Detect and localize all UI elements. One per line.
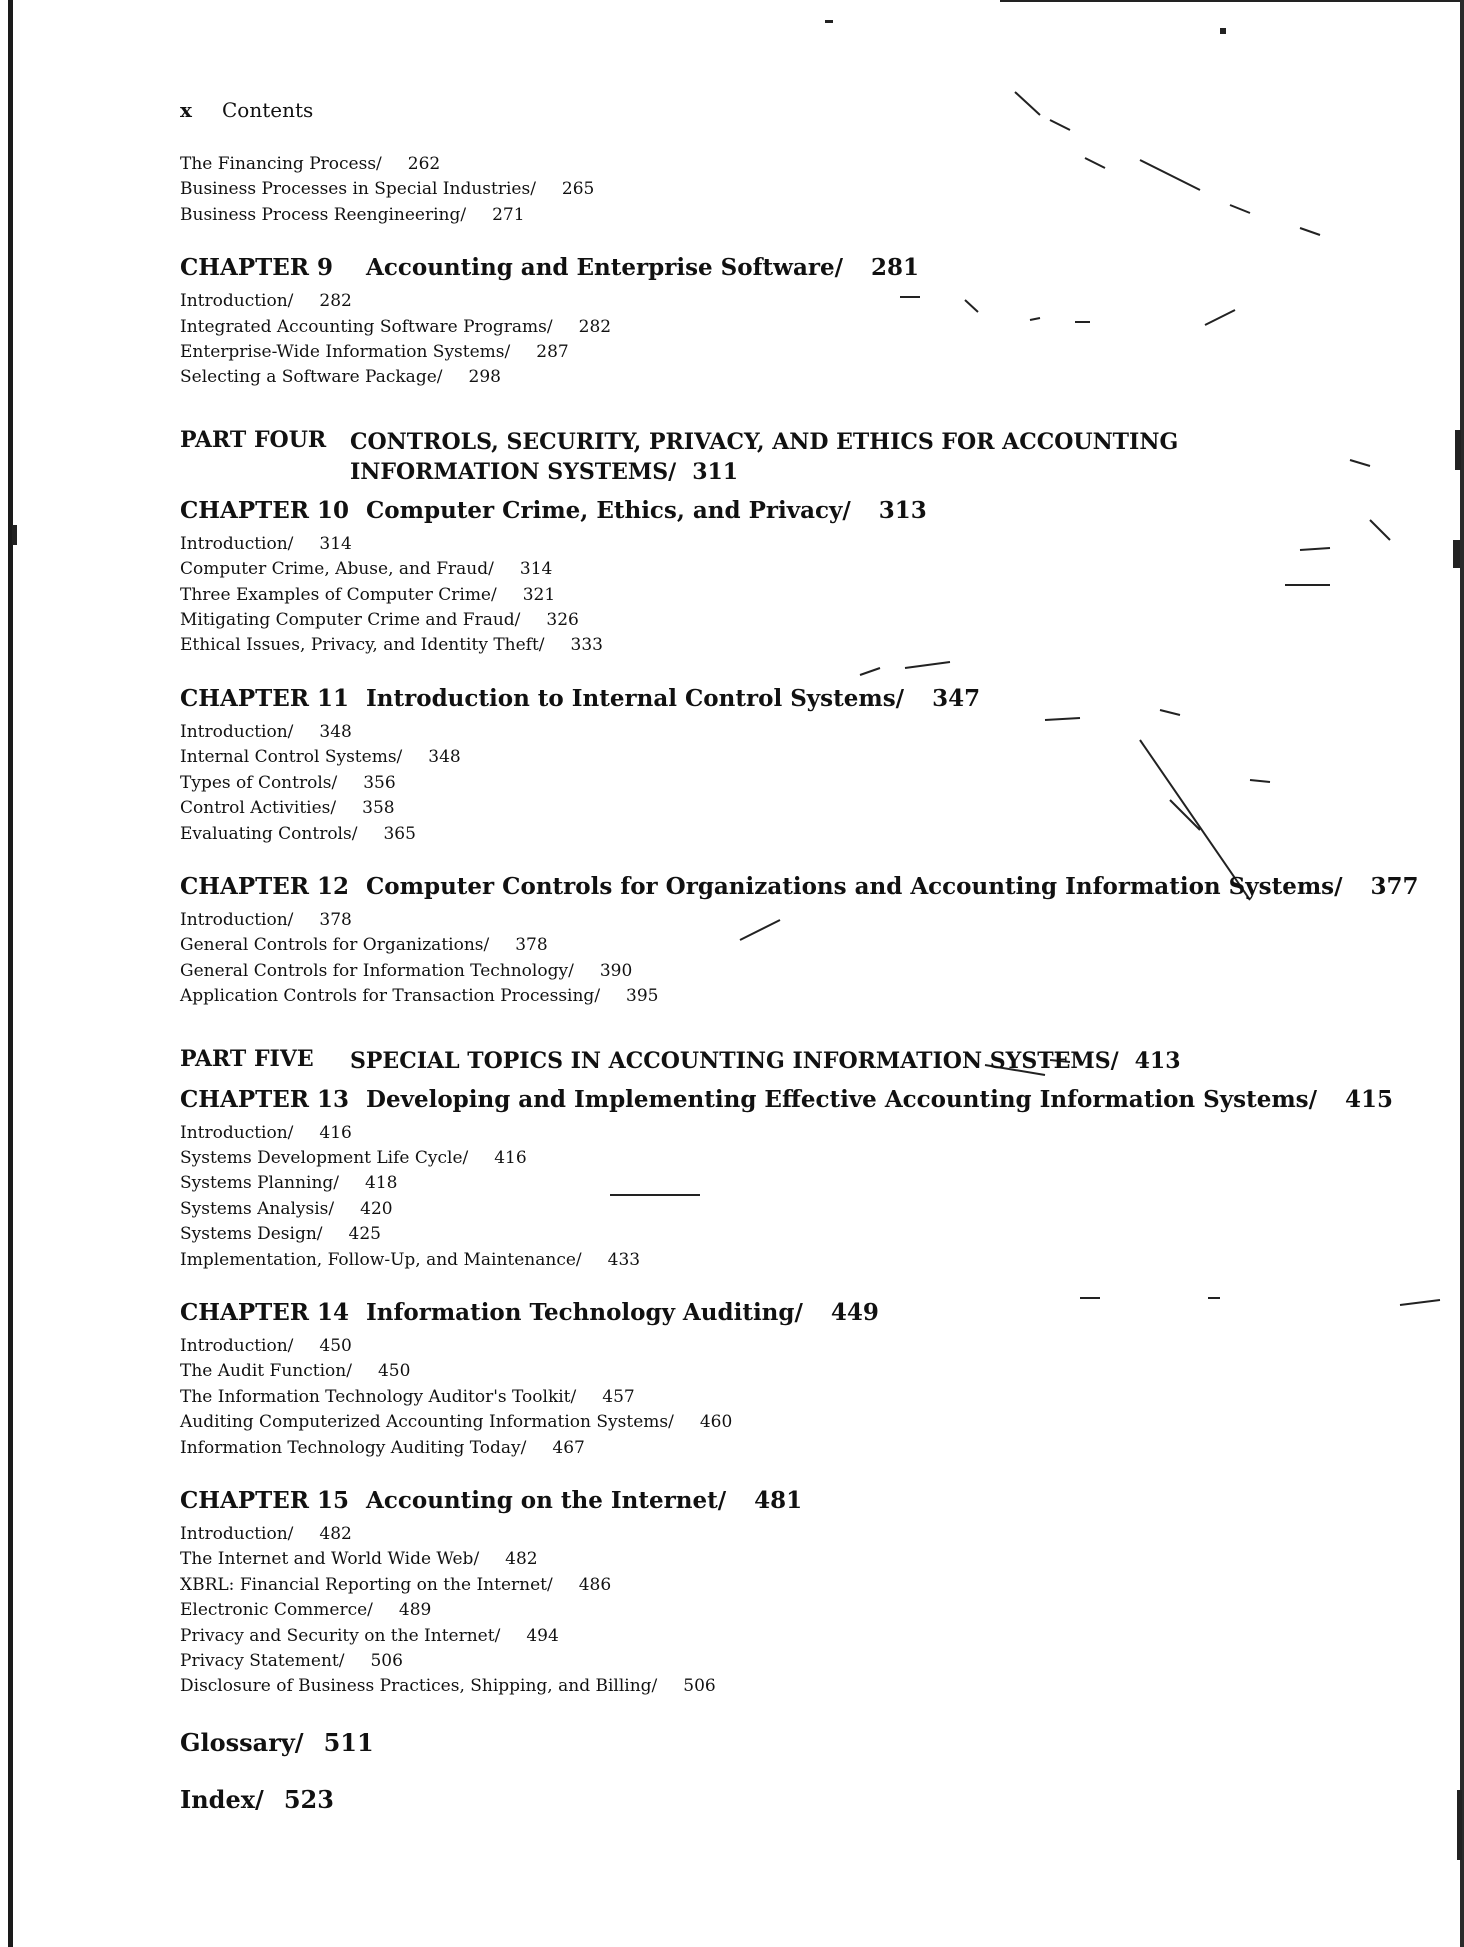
part-label: PART FIVE — [180, 1045, 314, 1072]
scan-edge-top — [1000, 0, 1464, 2]
toc-entry[interactable] — [180, 557, 1360, 582]
page-folio: x — [180, 98, 192, 122]
part-label: PART FOUR — [180, 426, 327, 453]
chapter-entries — [180, 1334, 1360, 1461]
chapter-page: 377 — [1370, 872, 1419, 900]
toc-entry-page: 378 — [515, 935, 548, 956]
toc-entry-title: Privacy and Security on the Internet/ — [180, 1625, 501, 1646]
toc-entry-title: Enterprise-Wide Information Systems/ — [180, 342, 511, 363]
chapter-heading[interactable] — [180, 1299, 1360, 1326]
toc-entry[interactable] — [180, 908, 1360, 933]
chapter-page: 481 — [754, 1487, 803, 1514]
chapter-title: Computer Controls for Organizations and Accounting Information Systems/ — [366, 872, 1343, 900]
chapter-heading[interactable] — [180, 1085, 1394, 1113]
toc-entry-page: 450 — [377, 1361, 411, 1382]
end-matter-title: Glossary/ — [180, 1727, 304, 1757]
part-title-text: CONTROLS, SECURITY, PRIVACY, AND ETHICS FOR ACCOUNTING INFORMATION SYSTEMS/ — [350, 428, 1179, 485]
chapter-title: Developing and Implementing Effective Accounting Information Systems/ — [366, 1085, 1318, 1113]
end-matter-page: 523 — [283, 1784, 334, 1814]
toc-entry[interactable] — [180, 1197, 1360, 1222]
toc-entry-title: Introduction/ — [180, 909, 294, 930]
toc-entry-page: 395 — [626, 986, 659, 1007]
chapter-title: Introduction to Internal Control Systems/ — [366, 684, 905, 712]
toc-entry-page: 262 — [407, 154, 441, 174]
toc-entry-title: Introduction/ — [180, 533, 294, 554]
scan-edge-left — [8, 0, 13, 1947]
toc-entry-title: Implementation, Follow-Up, and Maintenance/ — [180, 1249, 582, 1270]
chapter-title: Accounting on the Internet/ — [366, 1487, 727, 1514]
toc-entry[interactable] — [180, 1334, 1360, 1359]
toc-entry-title: General Controls for Organizations/ — [180, 935, 490, 956]
toc-entry-title: Introduction/ — [180, 291, 294, 312]
toc-entry[interactable] — [180, 532, 1360, 557]
toc-entry-page: 378 — [319, 909, 352, 930]
toc-entry-page: 271 — [492, 204, 525, 225]
toc-entry-page: 365 — [383, 823, 416, 844]
toc-entry-page: 282 — [578, 316, 612, 337]
end-matter — [180, 1728, 1360, 1814]
toc-entry[interactable] — [180, 1410, 1360, 1435]
running-head — [180, 98, 1360, 122]
chapter-heading[interactable] — [180, 872, 1419, 900]
toc-entry[interactable] — [180, 984, 1360, 1009]
toc-entry[interactable] — [180, 745, 1360, 770]
chapter-entries — [180, 289, 1360, 391]
chapter-entries — [180, 720, 1360, 847]
toc-entry-page: 450 — [319, 1335, 352, 1356]
chapter-page: 449 — [830, 1298, 879, 1326]
chapter-page: 281 — [871, 254, 920, 282]
toc-entry[interactable] — [180, 1248, 1360, 1273]
chapter-heading[interactable] — [180, 1487, 1360, 1514]
toc-entry-page: 420 — [360, 1198, 393, 1219]
toc-entry-title: Introduction/ — [180, 1524, 294, 1544]
toc-entry-title: Disclosure of Business Practices, Shipping, and Billing/ — [180, 1676, 658, 1697]
toc-entry-title: The Financing Process/ — [180, 154, 382, 174]
toc-entry-title: The Audit Function/ — [180, 1361, 352, 1382]
toc-entry-title: Privacy Statement/ — [180, 1651, 345, 1672]
end-matter-page: 511 — [323, 1727, 374, 1757]
chapter-entries — [180, 1522, 1360, 1700]
toc-entry[interactable] — [180, 1359, 1360, 1384]
toc-entry-title: Types of Controls/ — [180, 772, 338, 793]
part-title — [350, 1046, 1330, 1076]
toc-entry-title: Control Activities/ — [180, 798, 337, 819]
toc-entry[interactable] — [180, 315, 1360, 340]
chapter-entries — [180, 1121, 1360, 1273]
toc-entry[interactable] — [180, 1222, 1360, 1247]
chapter-page: 415 — [1345, 1085, 1394, 1113]
toc-entry-page: 460 — [699, 1412, 733, 1433]
toc-entry-title: Application Controls for Transaction Processing/ — [180, 986, 601, 1007]
chapter-title: Information Technology Auditing/ — [366, 1298, 803, 1326]
chapter-entries — [180, 532, 1360, 659]
toc-entry[interactable] — [180, 340, 1360, 365]
toc-entry-title: Introduction/ — [180, 1335, 294, 1356]
toc-entry[interactable] — [180, 1598, 1360, 1623]
toc-entry-title: Three Examples of Computer Crime/ — [180, 584, 497, 605]
toc-entry-page: 482 — [505, 1549, 538, 1570]
toc-entry[interactable] — [180, 177, 1360, 202]
toc-entry-page: 348 — [319, 721, 352, 742]
toc-entry-title: Selecting a Software Package/ — [180, 367, 443, 388]
toc-entry-page: 321 — [522, 584, 556, 605]
toc-sections — [180, 254, 1419, 1700]
toc-entry-page: 506 — [683, 1676, 716, 1697]
toc-entry-title: Systems Development Life Cycle/ — [180, 1147, 469, 1168]
toc-entry-title: General Controls for Information Technology/ — [180, 960, 574, 981]
toc-entry-page: 314 — [519, 559, 553, 580]
chapter-label: CHAPTER 9 — [180, 254, 333, 282]
toc-entry-page: 298 — [468, 367, 501, 388]
part-heading[interactable] — [180, 1046, 1360, 1076]
toc-entry-title: Internal Control Systems/ — [180, 747, 403, 768]
toc-entry[interactable] — [180, 1436, 1360, 1461]
toc-entry[interactable] — [180, 203, 1360, 228]
toc-entry[interactable] — [180, 1146, 1360, 1171]
toc-entry-page: 486 — [578, 1574, 612, 1595]
toc-entry-page: 418 — [365, 1173, 398, 1194]
toc-entry[interactable] — [180, 796, 1360, 821]
toc-entry-page: 416 — [319, 1122, 352, 1143]
toc-entry-page: 333 — [570, 635, 603, 656]
contents-page — [180, 98, 1419, 1814]
toc-entry-page: 390 — [599, 960, 633, 981]
chapter-label: CHAPTER 13 — [180, 1085, 349, 1113]
toc-entry-page: 489 — [398, 1600, 432, 1621]
toc-entry-title: Systems Design/ — [180, 1224, 323, 1245]
toc-entry-page: 265 — [561, 179, 595, 200]
toc-entry-title: Integrated Accounting Software Programs/ — [180, 316, 553, 337]
toc-entry[interactable] — [180, 633, 1360, 658]
chapter-heading[interactable] — [180, 497, 1360, 524]
toc-entry-page: 425 — [348, 1224, 381, 1245]
toc-entry-page: 482 — [319, 1524, 352, 1544]
toc-entry-title: Evaluating Controls/ — [180, 823, 358, 844]
toc-entry-title: Systems Planning/ — [180, 1173, 340, 1194]
part-heading[interactable] — [180, 427, 1360, 487]
toc-entry-title: The Internet and World Wide Web/ — [180, 1549, 480, 1570]
toc-entry-page: 282 — [319, 291, 352, 312]
toc-entry[interactable] — [180, 1649, 1360, 1674]
end-matter-heading[interactable] — [180, 1728, 1360, 1757]
toc-entry-page: 494 — [526, 1625, 559, 1646]
toc-entry[interactable] — [180, 1624, 1360, 1649]
toc-entry-title: Electronic Commerce/ — [180, 1600, 373, 1621]
toc-entry[interactable] — [180, 1573, 1360, 1598]
toc-entry-title: Systems Analysis/ — [180, 1198, 335, 1219]
toc-entry-page: 457 — [602, 1386, 635, 1407]
part-title-text: SPECIAL TOPICS IN ACCOUNTING INFORMATION SYSTEMS/ — [350, 1047, 1119, 1074]
toc-entry[interactable] — [180, 1522, 1360, 1547]
chapter-page: 313 — [878, 496, 927, 524]
toc-entry[interactable] — [180, 608, 1360, 633]
toc-entry[interactable] — [180, 152, 1360, 177]
running-head-title: Contents — [222, 98, 314, 122]
toc-entry[interactable] — [180, 720, 1360, 745]
toc-entry-title: Introduction/ — [180, 1122, 294, 1143]
toc-entry-page: 433 — [607, 1249, 641, 1270]
toc-entry-title: Ethical Issues, Privacy, and Identity Theft/ — [180, 635, 545, 656]
toc-entry[interactable] — [180, 1385, 1360, 1410]
toc-entry-page: 506 — [370, 1651, 403, 1672]
toc-entry-title: Information Technology Auditing Today/ — [180, 1437, 527, 1458]
toc-entry[interactable] — [180, 771, 1360, 796]
toc-entry[interactable] — [180, 1171, 1360, 1196]
scan-edge-right — [1460, 0, 1464, 1947]
part-title — [350, 427, 1330, 487]
end-matter-title: Index/ — [180, 1784, 264, 1814]
part-page: 311 — [692, 458, 739, 485]
toc-entry-title: Business Process Reengineering/ — [180, 204, 467, 225]
toc-entry[interactable] — [180, 1547, 1360, 1572]
toc-entry-title: Computer Crime, Abuse, and Fraud/ — [180, 559, 494, 580]
chapter-heading[interactable] — [180, 685, 1360, 712]
toc-entry-title: Business Processes in Special Industries/ — [180, 179, 536, 200]
toc-entry-page: 467 — [552, 1437, 585, 1458]
chapter-heading[interactable] — [180, 254, 1360, 281]
toc-entry-page: 287 — [536, 342, 569, 363]
toc-entry-page: 326 — [546, 610, 579, 631]
toc-entry-page: 348 — [428, 747, 461, 768]
toc-entry-page: 356 — [363, 772, 396, 793]
chapter-label: CHAPTER 14 — [180, 1298, 349, 1326]
toc-entry[interactable] — [180, 1121, 1360, 1146]
toc-entry[interactable] — [180, 822, 1360, 847]
part-page: 413 — [1134, 1047, 1181, 1074]
toc-entry-page: 314 — [319, 533, 352, 554]
toc-entry-page: 416 — [494, 1147, 527, 1168]
chapter-entries — [180, 908, 1360, 1010]
toc-entry[interactable] — [180, 1674, 1360, 1699]
toc-entry[interactable] — [180, 959, 1360, 984]
toc-entry-title: Auditing Computerized Accounting Information Systems/ — [180, 1412, 674, 1433]
chapter-title: Computer Crime, Ethics, and Privacy/ — [366, 496, 851, 524]
toc-entry-title: Introduction/ — [180, 721, 294, 742]
toc-entry-title: The Information Technology Auditor's Toolkit/ — [180, 1386, 577, 1407]
chapter-page: 347 — [932, 684, 981, 712]
chapter-label: CHAPTER 11 — [180, 684, 349, 712]
chapter-label: CHAPTER 15 — [180, 1487, 349, 1514]
toc-entry[interactable] — [180, 365, 1360, 390]
chapter-label: CHAPTER 12 — [180, 872, 349, 900]
toc-entry-title: XBRL: Financial Reporting on the Internet/ — [180, 1574, 553, 1595]
end-matter-heading[interactable] — [180, 1785, 1360, 1814]
toc-entry-title: Mitigating Computer Crime and Fraud/ — [180, 610, 521, 631]
leading-entries — [180, 152, 1360, 228]
chapter-label: CHAPTER 10 — [180, 496, 349, 524]
toc-entry-page: 358 — [362, 798, 395, 819]
toc-entry[interactable] — [180, 933, 1360, 958]
toc-entry[interactable] — [180, 289, 1360, 314]
chapter-title: Accounting and Enterprise Software/ — [366, 254, 844, 282]
toc-entry[interactable] — [180, 583, 1360, 608]
